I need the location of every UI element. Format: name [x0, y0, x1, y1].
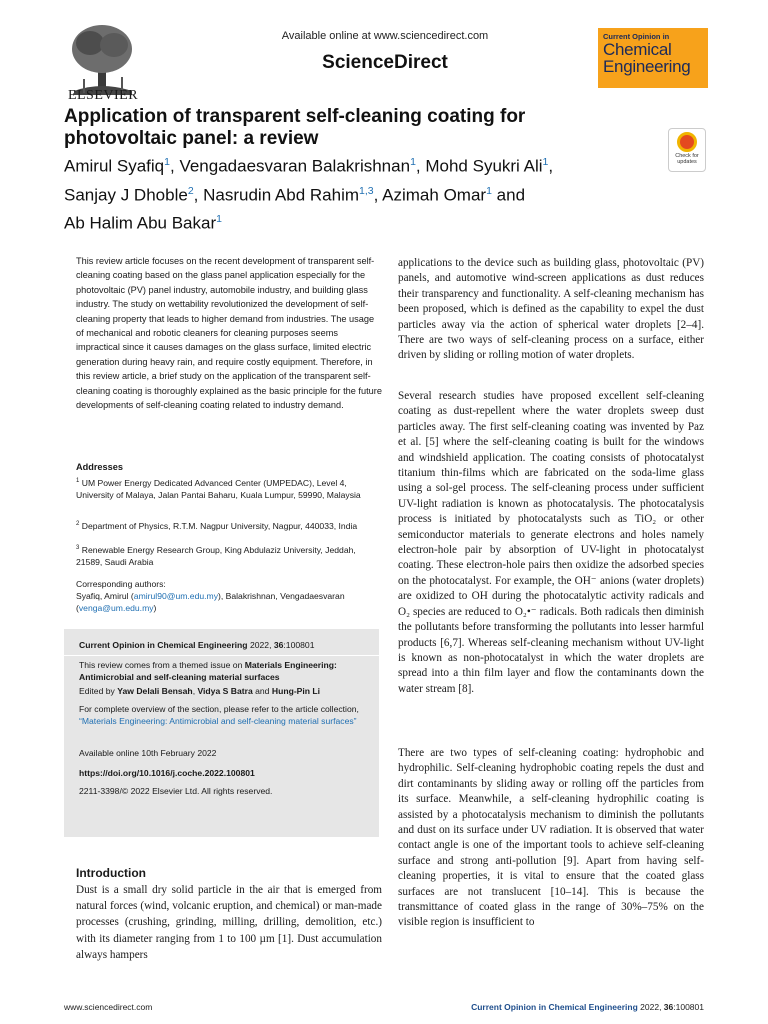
journal-logo-box — [598, 28, 708, 88]
author-affiliation[interactable]: 2 — [187, 184, 194, 197]
author-name[interactable]: Mohd Syukri Ali — [425, 156, 543, 176]
author-name[interactable]: Azimah Omar — [382, 185, 487, 205]
author-affiliation[interactable]: 1 — [542, 156, 549, 168]
address-item — [76, 475, 382, 501]
introduction-text: Dust is a small dry solid particle in the air that is emerged from natural forces (wind, volcanic eruption, and chemical) or man-made processes (crushing, grinding, milling, drilling, demolition, etc.) with its diameter ranging from 1 to 100 µm [1]. Dust accumulation always hampers — [76, 884, 382, 961]
check-updates-line1: Check for — [675, 153, 699, 159]
edited-prefix: Edited by — [79, 686, 118, 696]
journal-logo-small: Current Opinion in — [603, 32, 670, 41]
editor-name: Vidya S Batra — [197, 686, 253, 696]
author-connective: and — [496, 185, 526, 205]
author-affiliation[interactable]: 1 — [164, 156, 170, 168]
author-list: Amirul Syafiq$^1$, Vengadaesvaran Balakrishnan$^1$, Mohd Syukri Ali$^1$, Sanjay J Dhoble$^2$, Nasrudin Abd Rahim$^{1,3}$, Azimah Omar$^1$ and Ab Halim Abu Bakar$^1$ — [64, 156, 554, 233]
author-name[interactable]: Vengadaesvaran Balakrishnan — [179, 156, 411, 176]
address-num: 1 — [76, 478, 80, 484]
check-for-updates-badge[interactable] — [668, 128, 706, 172]
author-name[interactable]: Nasrudin Abd Rahim — [203, 185, 360, 205]
editors: Edited by Yaw Delali Bensah, Vidya S Batra and Hung-Pin Li — [79, 686, 321, 696]
copyright: 2211-3398/© 2022 Elsevier Ltd. All rights reserved. — [79, 786, 273, 796]
corresponding-name: ), Balakrishnan, Vengadaesvaran — [218, 591, 345, 601]
address-item — [76, 542, 382, 568]
divider — [64, 655, 379, 656]
collection-link[interactable]: “Materials Engineering: Antimicrobial and self-cleaning material surfaces” — [79, 716, 357, 726]
themed-issue — [79, 659, 375, 683]
available-date: Available online 10th February 2022 — [79, 748, 217, 758]
addresses-heading: Addresses — [76, 462, 123, 472]
footer-article-no: :100801 — [673, 1002, 704, 1012]
address-num: 3 — [76, 545, 80, 551]
journal-logo-line1: Chemical — [603, 40, 672, 59]
editor-and: and — [252, 686, 272, 696]
footer-citation — [420, 1002, 704, 1012]
address-num: 2 — [76, 521, 80, 527]
author-affiliation[interactable]: 1 — [486, 184, 492, 197]
title-line-1: Application of transparent self-cleaning coating for — [64, 106, 526, 127]
body-paragraph: Several research studies have proposed excellent self-cleaning coating as dust-repellent where the water droplets sweep dust particles away. The first self-cleaning coating was invented by Paz et al. [5] where the self-cleaning coating is built for the windows and windshield application. The coating consists of photocatalyst titanium thin-films which are fabricated on the soda-lime glass using a sol-gel process. The self-cleaning process under sufficient UV-light radiation is known as photocatalysis. The photocatalysis process is initiated by photocatalysts such as TiO₂ or other semiconductor materials to generate electrons and holes namely electron-hole pair by absorption of UV-light in photocatalyst coating. These electron-hole pairs then oxidize the adsorbed species on the photocatalyst. For example, the OH⁻ anions (water droplets) are oxidized to OH during the photocatalytic activity radicals and O₂ species are reduced to O₂•⁻ radicals. Both radicals then diminish the pollutants before transforming the pollutants into lesser harmful products [6,7]. Whereas self-cleaning mechanism without UV-light is known as non-photocatalyst in which the water droplets are spread into a thin film layer and flow the contaminants down the water stream [8]. — [398, 390, 704, 695]
check-updates-line2: updates — [677, 159, 697, 165]
journal-citation — [79, 639, 375, 651]
address-text: Renewable Energy Research Group, King Abdulaziz University, Jeddah, 21589, Saudi Arabia — [76, 544, 356, 567]
sciencedirect-brand[interactable]: ScienceDirect — [322, 52, 448, 73]
footer-year: 2022, — [637, 1002, 664, 1012]
themed-issue-name: Materials Engineering: Antimicrobial and self-cleaning material surfaces — [79, 660, 337, 682]
introduction-heading: Introduction — [76, 866, 146, 880]
article-title — [64, 106, 644, 150]
journal-name: Current Opinion in Chemical Engineering — [79, 640, 248, 650]
body-paragraph: applications to the device such as building glass, photovoltaic (PV) panels, and automotive wind-screen applications as dust reduces their transparency and functionality. A self-cleaning mechanism has been proposed, which is defined as the capability to expel the dust particles away via the action of spherical water droplets [2–4]. There are two ways of self-cleaning process on a surface, either driven by sliding or rolling motion of water droplets. — [398, 257, 704, 362]
corresponding-name: Syafiq, Amirul ( — [76, 591, 134, 601]
editor-name: Yaw Delali Bensah — [117, 686, 193, 696]
abstract-text: This review article focuses on the recent development of transparent self-cleaning coating based on the glass panel application especially for the photovoltaic (PV) panel industry, automobile industry, and building glass industry. The study on wettability revolutionized the development of self-cleaning property that leads to higher demand from industries. The usage of mechanical and robotic cleaners for cleaning purposes seems impractical since it causes damages on the glass surface, limited electric generation during heavy rain, and require costly equipment. Therefore, in this review article, a brief study on the application of the transparent self-cleaning coating is thoroughly explained as the basic principle for the future developments of self-cleaning coating related to industry demand. — [76, 256, 382, 411]
citation-year: 2022, — [249, 640, 274, 650]
overview-note — [79, 703, 375, 727]
author-affiliation[interactable]: 1 — [410, 156, 416, 168]
overview-prefix: For complete overview of the section, please refer to the article collection, — [79, 704, 359, 714]
address-text: UM Power Energy Dedicated Advanced Center (UMPEDAC), Level 4, University of Malaya, Jalan Pantai Baharu, Kuala Lumpur, 59990, Malaysia — [76, 477, 361, 500]
doi-link[interactable]: https://doi.org/10.1016/j.coche.2022.100801 — [79, 768, 255, 778]
footer-url[interactable]: www.sciencedirect.com — [64, 1002, 153, 1012]
author-name[interactable]: Ab Halim Abu Bakar — [64, 213, 217, 233]
email-link[interactable]: venga@um.edu.my — [78, 603, 154, 613]
footer-journal: Current Opinion in Chemical Engineering — [471, 1002, 638, 1012]
author-name[interactable]: Sanjay J Dhoble — [64, 185, 188, 205]
check-updates-icon — [677, 132, 697, 152]
editor-name: Hung-Pin Li — [271, 686, 321, 696]
author-name[interactable]: Amirul Syafiq — [64, 156, 165, 176]
citation-article-no: :100801 — [283, 640, 315, 650]
email-link[interactable]: amirul90@um.edu.my — [133, 591, 218, 601]
address-item — [76, 518, 382, 532]
author-affiliation[interactable]: 1,3 — [359, 184, 374, 197]
body-paragraph: There are two types of self-cleaning coating: hydrophobic and hydrophilic. Self-cleaning hydrophobic coating repels the dust and dirt contaminants by sliding away or rolling off the particles from its surface. Meanwhile, a self-cleaning hydrophilic coating is assisted by a photocatalysis mechanism to diminish the pollutants and dust on its surface under UV radiation. It is observed that water contact angle is one of the important tools to achieve self-cleaning surface and strong anti-pollution [9]. Apart from having self-cleaning properties, it is vital to ensure that the coated glass surfaces are not translucent [10–14]. This is because the transmittance of coated glass in the range of 30%–75% on the visible region is insufficient to — [398, 747, 704, 929]
available-online-text: Available online at www.sciencedirect.com — [281, 30, 489, 42]
corresponding-authors: Corresponding authors: Syafiq, Amirul (amirul90@um.edu.my), Balakrishnan, Vengadaesvaran (venga@um.edu.my) — [76, 578, 382, 614]
themed-prefix: This review comes from a themed issue on — [79, 660, 245, 670]
footer-volume: 36 — [663, 1002, 674, 1012]
citation-volume: 36 — [273, 640, 284, 650]
title-line-2: photovoltaic panel: a review — [64, 128, 319, 149]
author-affiliation[interactable]: 1 — [216, 213, 222, 226]
article-info-box — [64, 629, 379, 837]
address-text: Department of Physics, R.T.M. Nagpur University, Nagpur, 440033, India — [81, 520, 358, 531]
journal-logo-line2: Engineering — [603, 57, 691, 76]
corresponding-heading: Corresponding authors: — [76, 579, 166, 589]
publisher-name: ELSEVIER — [67, 88, 139, 103]
